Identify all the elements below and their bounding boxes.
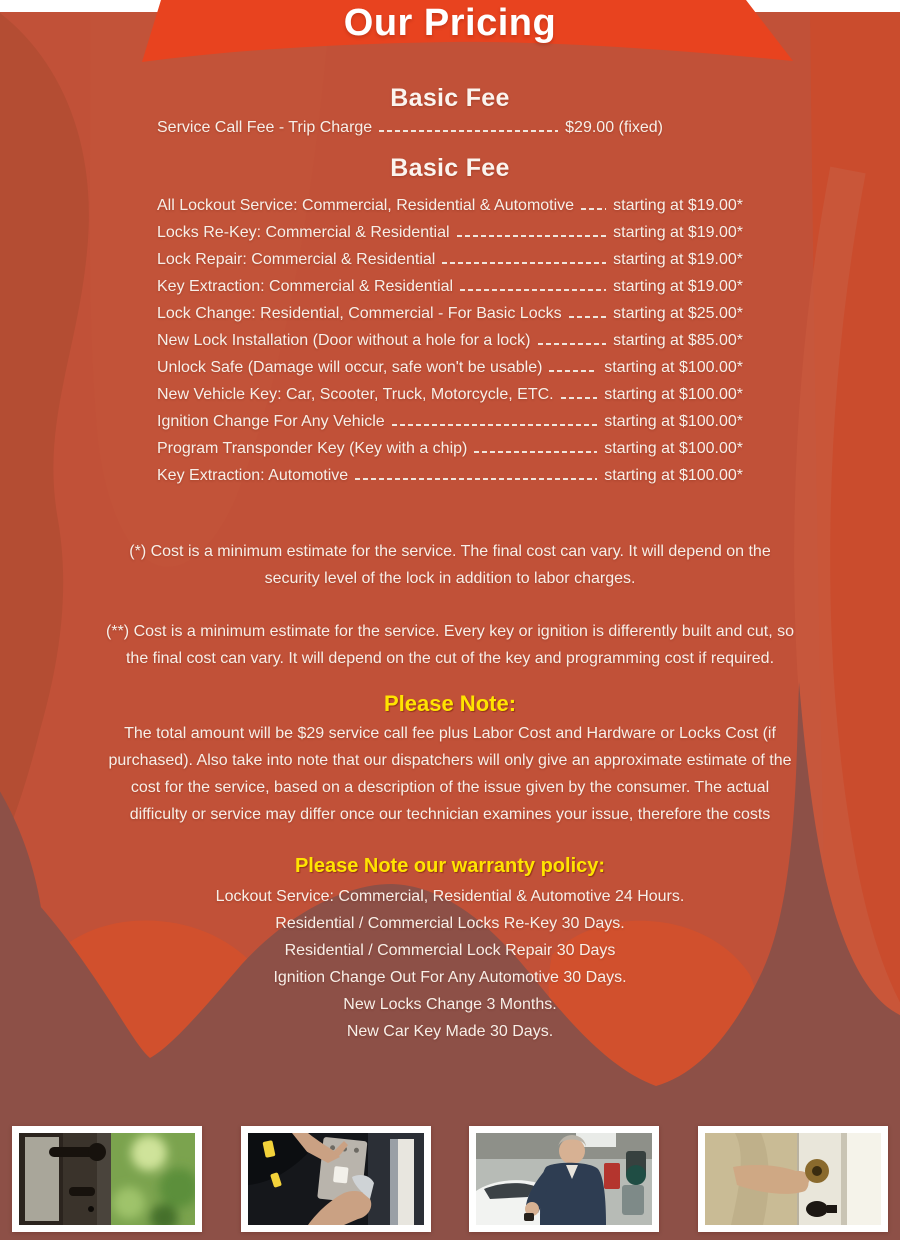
price-label: Key Extraction: Automotive [157, 467, 349, 484]
dash-divider [538, 343, 607, 345]
dash-divider [569, 316, 607, 318]
price-row [157, 219, 743, 246]
price-label: Ignition Change For Any Vehicle [157, 413, 385, 430]
dash-divider [442, 262, 606, 264]
price-label: Lock Change: Residential, Commercial - For Basic Locks [157, 305, 562, 322]
price-value: starting at $25.00* [613, 305, 743, 322]
price-row [157, 381, 743, 408]
price-label: Unlock Safe (Damage will occur, safe won't be usable) [157, 359, 543, 376]
keypad-entry-photo-art [248, 1133, 424, 1225]
dash-divider [474, 451, 597, 453]
price-label: Lock Repair: Commercial & Residential [157, 251, 436, 268]
price-label: Key Extraction: Commercial & Residential [157, 278, 454, 295]
warranty-item: Residential / Commercial Lock Repair 30 Days [284, 942, 616, 959]
price-value: starting at $19.00* [613, 197, 743, 214]
warranty-heading: Please Note our warranty policy: [294, 855, 606, 877]
dash-divider [392, 424, 598, 426]
keypad-entry-photo [241, 1126, 431, 1232]
price-row [157, 354, 743, 381]
dash-divider [457, 235, 607, 237]
price-value: starting at $100.00* [604, 440, 743, 457]
dash-divider [561, 397, 598, 399]
price-row [157, 273, 743, 300]
please-note-heading: Please Note: [383, 691, 517, 716]
mechanic-photo-art [476, 1133, 652, 1225]
price-value: starting at $85.00* [613, 332, 743, 349]
warranty-item: New Car Key Made 30 Days. [346, 1023, 554, 1040]
price-label: New Lock Installation (Door without a hole for a lock) [157, 332, 531, 349]
basic-fee-2-list [157, 192, 743, 489]
price-value: starting at $19.00* [613, 251, 743, 268]
price-value: starting at $100.00* [604, 467, 743, 484]
price-label: New Vehicle Key: Car, Scooter, Truck, Motorcycle, ETC. [157, 386, 554, 403]
door-lock-photo [12, 1126, 202, 1232]
price-row [157, 114, 663, 141]
photo-gallery [12, 1126, 888, 1232]
warranty-item: Lockout Service: Commercial, Residential & Automotive 24 Hours. [215, 888, 685, 905]
basic-fee-heading-1: Basic Fee [390, 84, 510, 112]
warranty-item: Residential / Commercial Locks Re-Key 30 Days. [275, 915, 625, 932]
dash-divider [549, 370, 597, 372]
footnote-double-star: (**) Cost is a minimum estimate for the service. Every key or ignition is differently built and cut, so the final cost can vary. It will depend on the cut of the key and programming cost if required. [106, 623, 794, 667]
price-value: starting at $19.00* [613, 224, 743, 241]
dash-divider [460, 289, 606, 291]
mechanic-car-keys-photo [469, 1126, 659, 1232]
price-row [157, 462, 743, 489]
warranty-item: Ignition Change Out For Any Automotive 30 Days. [273, 969, 627, 986]
basic-fee-heading-2: Basic Fee [390, 154, 510, 182]
price-value: starting at $19.00* [613, 278, 743, 295]
locksmith-deadbolt-photo [698, 1126, 888, 1232]
price-row [157, 246, 743, 273]
price-label: Service Call Fee - Trip Charge [157, 119, 373, 136]
warranty-list [100, 883, 800, 1045]
price-value: starting at $100.00* [604, 413, 743, 430]
dash-divider [581, 208, 606, 210]
price-label: Locks Re-Key: Commercial & Residential [157, 224, 450, 241]
warranty-item: New Locks Change 3 Months. [343, 996, 557, 1013]
door-lock-photo-art [19, 1133, 195, 1225]
page-title: Our Pricing [343, 2, 557, 44]
price-row [157, 435, 743, 462]
price-label: All Lockout Service: Commercial, Residential & Automotive [157, 197, 575, 214]
basic-fee-1-list [157, 114, 663, 141]
price-row [157, 408, 743, 435]
footnote-single-star: (*) Cost is a minimum estimate for the service. The final cost can vary. It will depend on the security level of the lock in addition to labor charges. [129, 543, 771, 587]
please-note-body: The total amount will be $29 service call fee plus Labor Cost and Hardware or Locks Cost (if purchased). Also take into note that our dispatchers will only give an approximate estimate of the cost for the service, based on a description of the issue given by the consumer. The actual difficulty or service may differ once our technician examines your issue, therefore the costs [108, 725, 792, 823]
price-row [157, 300, 743, 327]
price-row [157, 192, 743, 219]
price-label: Program Transponder Key (Key with a chip) [157, 440, 468, 457]
price-value: $29.00 (fixed) [565, 119, 663, 136]
price-value: starting at $100.00* [604, 386, 743, 403]
price-row [157, 327, 743, 354]
price-value: starting at $100.00* [604, 359, 743, 376]
dash-divider [379, 130, 558, 132]
dash-divider [355, 478, 597, 480]
locksmith-photo-art [705, 1133, 881, 1225]
